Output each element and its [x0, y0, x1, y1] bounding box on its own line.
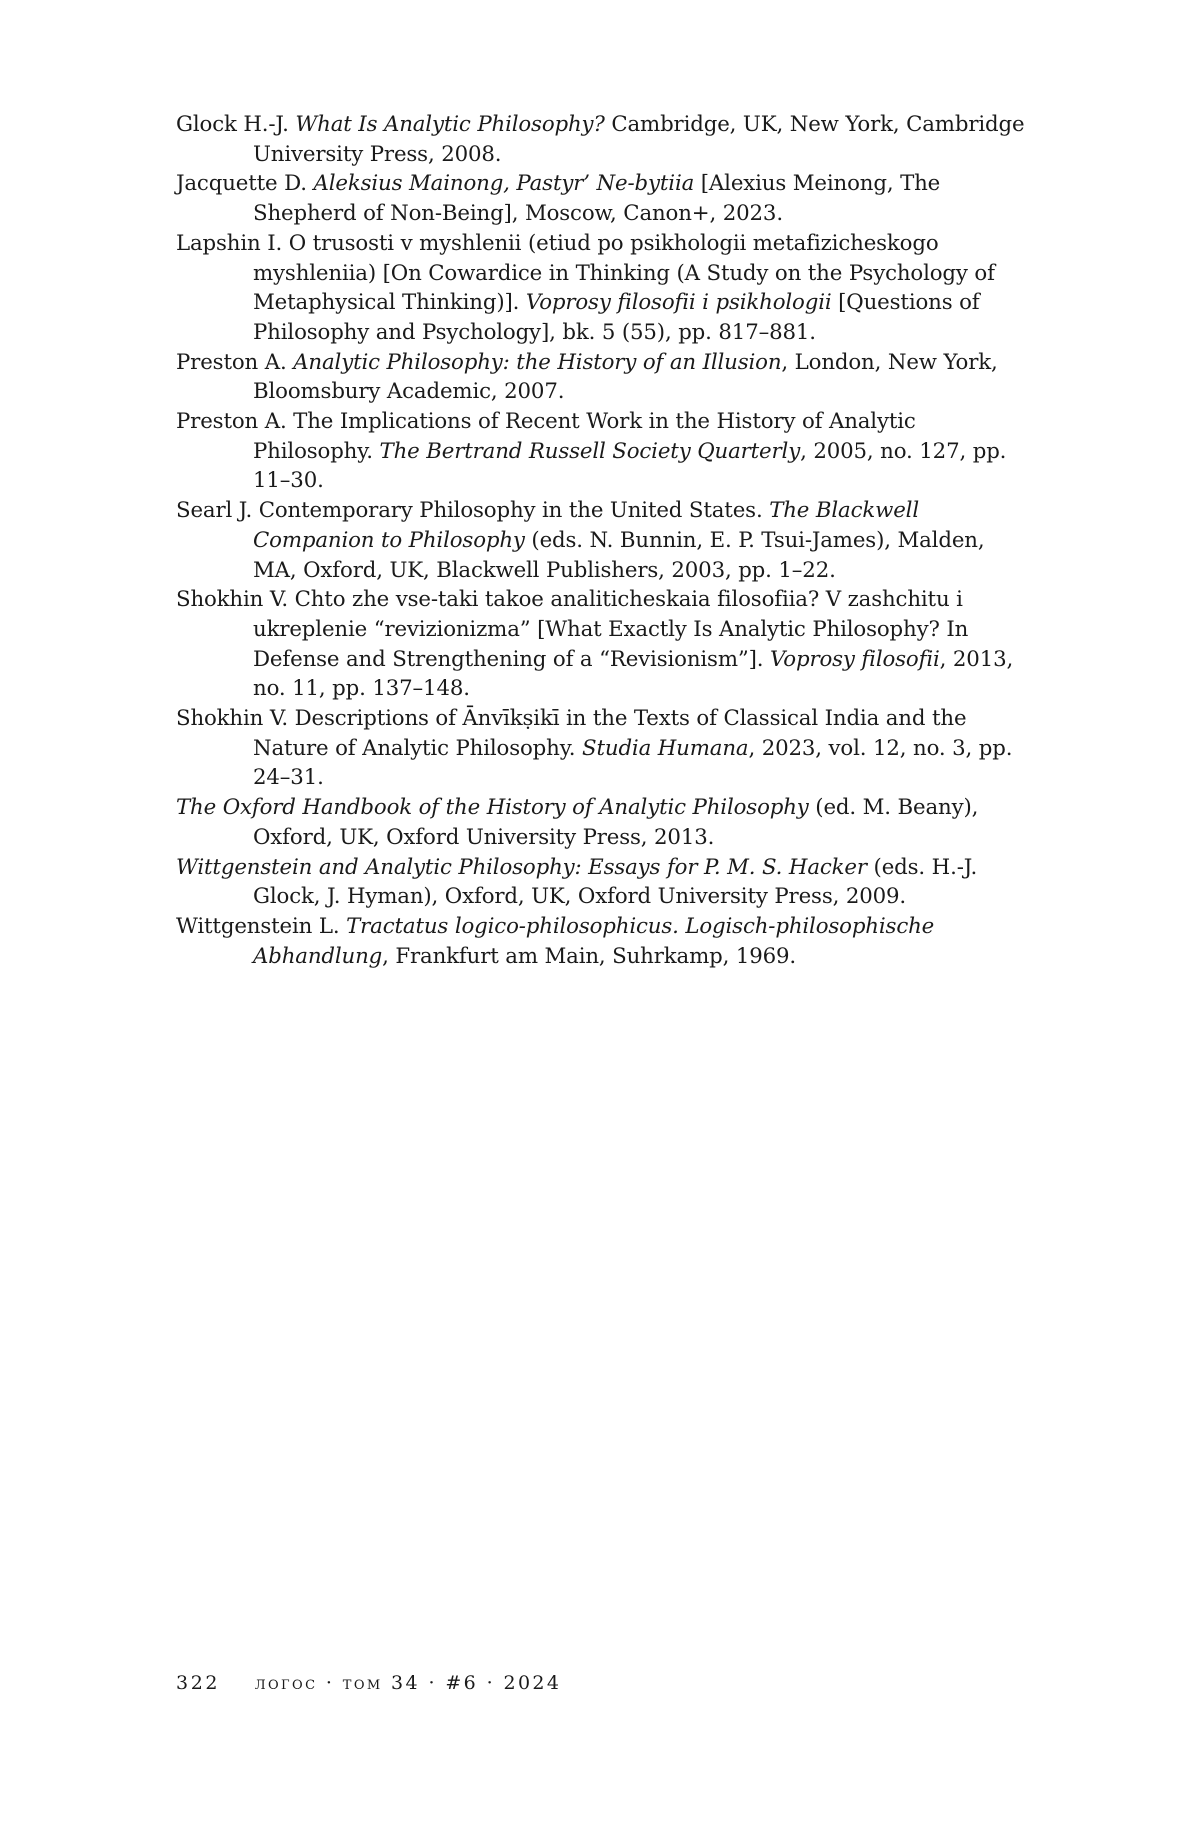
reference-entry: [176, 229, 1026, 348]
reference-text: Cambridge, UK, New York, Cambridge University Press, 2008.: [253, 112, 1025, 167]
reference-text: Lapshin I. O trusosti v myshlenii (etiud po psikhologii metafizicheskogo myshleniia) [On Cowardice in Thinking (A Study on the Psychology of Metaphysical Thinking)].: [176, 230, 995, 316]
page-footer: [176, 1672, 561, 1694]
reference-entry: [176, 110, 1026, 169]
reference-text: Shokhin V. Chto zhe vse-taki takoe analiticheskaia filosofiia? V zashchitu i ukreplenie “revizionizma” [What Exactly Is Analytic Philosophy? In Defense and Strengthening of a “Revisionism”].: [176, 587, 969, 672]
reference-title-italic: Voprosy filosofii: [770, 646, 940, 672]
reference-title-italic: The Blackwell Companion to Philosophy: [253, 498, 919, 553]
page-number: 322: [176, 1672, 221, 1694]
reference-text: (ed. M. Beany), Oxford, UK, Oxford University Press, 2013.: [253, 795, 979, 850]
reference-entry: [176, 704, 1026, 793]
reference-text: Searl J. Contemporary Philosophy in the United States.: [176, 498, 770, 524]
reference-title-italic: The Bertrand Russell Society Quarterly: [379, 438, 801, 464]
reference-text: (eds. H.-J. Glock, J. Hyman), Oxford, UK, Oxford University Press, 2009.: [253, 854, 978, 910]
reference-entry: [176, 793, 1026, 852]
reference-entry: [176, 585, 1026, 704]
reference-entry: [176, 169, 1026, 228]
reference-entry: [176, 348, 1026, 407]
reference-title-italic: Studia Humana: [582, 735, 749, 761]
reference-title-italic: Aleksius Mainong, Pastyr’ Ne-bytiia: [313, 171, 695, 197]
reference-title-italic: What Is Analytic Philosophy?: [295, 112, 605, 137]
reference-text: , 2005, no. 127, pp. 11–30.: [253, 438, 1007, 494]
reference-text: Glock H.-J.: [176, 112, 296, 137]
reference-entry: [176, 407, 1026, 496]
reference-text: , 2023, vol. 12, no. 3, pp. 24–31.: [253, 735, 1013, 791]
reference-title-italic: The Oxford Handbook of the History of Analytic Philosophy: [176, 795, 809, 821]
reference-text: Shokhin V. Descriptions of Ānvīkṣikī in the Texts of Classical India and the Nature of Analytic Philosophy.: [176, 706, 967, 761]
reference-list: [176, 110, 1026, 971]
reference-title-italic: Wittgenstein and Analytic Philosophy: Essays for P. M. S. Hacker: [176, 854, 867, 880]
reference-title-italic: Voprosy filosofii i psikhologii: [525, 290, 832, 316]
reference-entry: [176, 912, 1026, 971]
reference-text: , London, New York, Bloomsbury Academic, 2007.: [253, 349, 998, 405]
reference-text: , 2013, no. 11, pp. 137–148.: [253, 646, 1014, 702]
reference-text: Jacquette D.: [176, 171, 314, 197]
reference-text: [Questions of Philosophy and Psychology], bk. 5 (55), pp. 817–881.: [253, 290, 980, 345]
reference-entry: [176, 496, 1026, 585]
reference-text: [Alexius Meinong, The Shepherd of Non-Being], Moscow, Canon+, 2023.: [253, 171, 941, 227]
reference-entry: [176, 853, 1026, 912]
reference-text: Wittgenstein L.: [176, 913, 347, 939]
journal-running-footer: логос · том 34 · #6 · 2024: [254, 1672, 562, 1694]
reference-text: , Frankfurt am Main, Suhrkamp, 1969.: [382, 943, 797, 969]
reference-text: (eds. N. Bunnin, E. P. Tsui-James), Malden, MA, Oxford, UK, Blackwell Publishers, 2003, pp. 1–22.: [253, 527, 985, 583]
reference-title-italic: Analytic Philosophy: the History of an Illusion: [293, 349, 782, 375]
reference-title-italic: Tractatus logico-philosophicus. Logisch-philosophische Abhandlung: [253, 913, 935, 969]
reference-text: Preston A.: [176, 349, 294, 375]
reference-text: Preston A. The Implications of Recent Work in the History of Analytic Philosophy.: [176, 409, 916, 464]
